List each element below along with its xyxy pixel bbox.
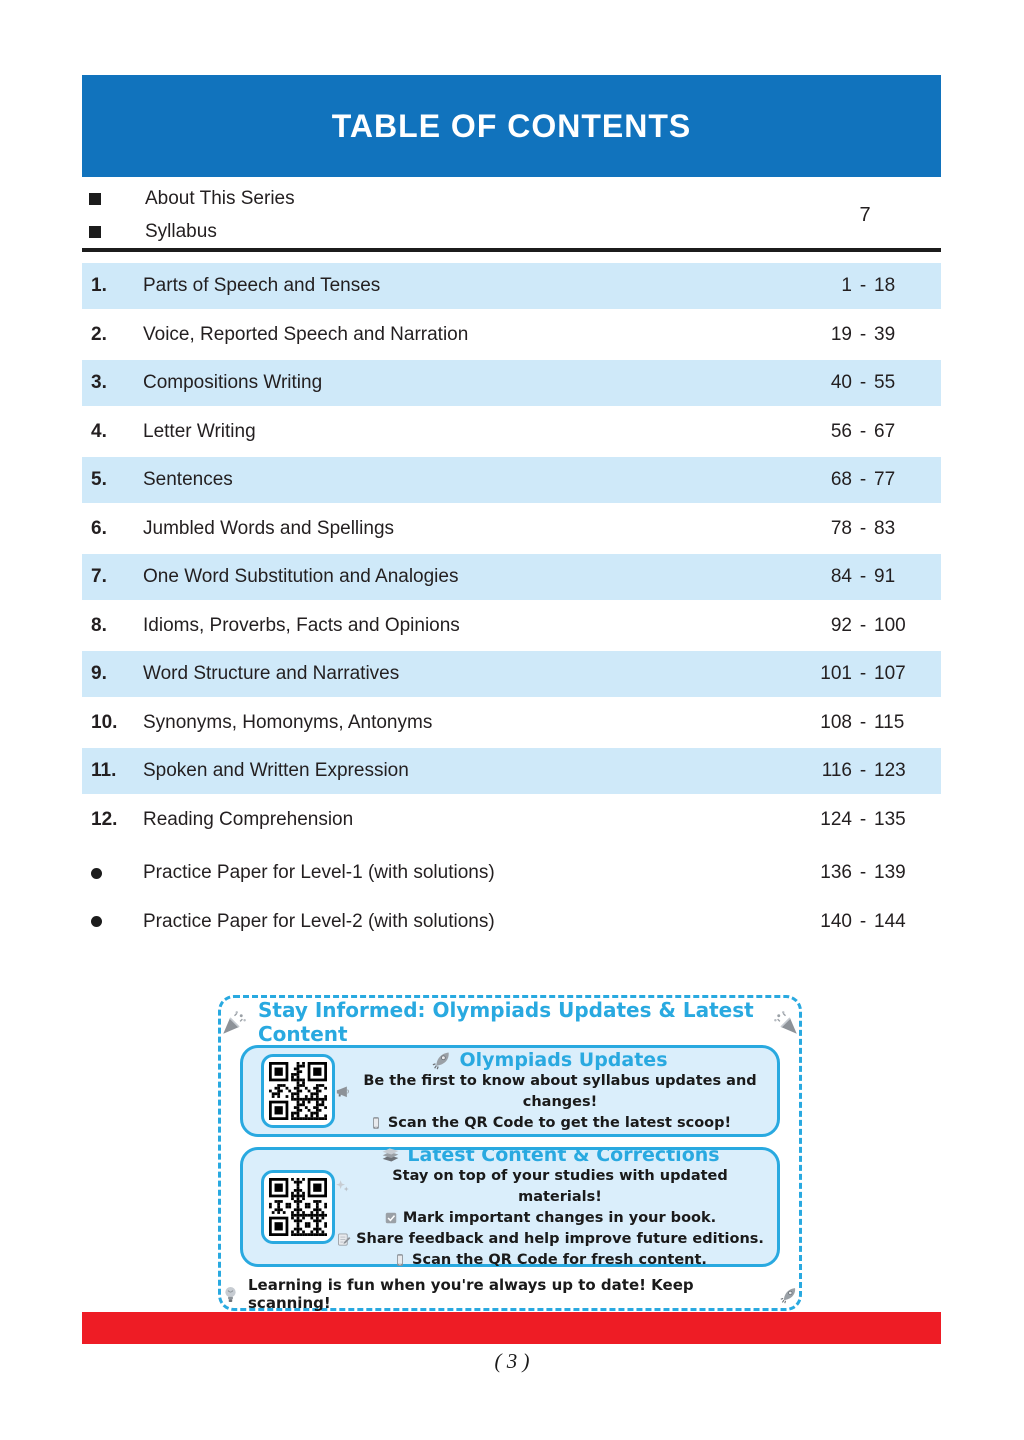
table-row: [82, 457, 941, 503]
card-line: Scan the QR Code to get the latest scoop!: [335, 1113, 765, 1134]
table-row: [82, 360, 941, 406]
table-row: [82, 700, 941, 746]
light-bulb-icon: [221, 1285, 240, 1304]
party-popper-icon: [221, 1009, 248, 1036]
qr-tile: [261, 1170, 335, 1244]
chapter-number: 2.: [91, 323, 107, 345]
practice-paper-row: [82, 850, 941, 896]
divider-rule: [82, 248, 941, 252]
footer-red-bar: [82, 1312, 941, 1344]
table-row: [82, 603, 941, 649]
page-range: 101 - 107: [820, 663, 906, 684]
page-title-bar: [82, 75, 941, 177]
memo-icon: [336, 1232, 351, 1247]
table-row: [82, 312, 941, 358]
phone-icon: [393, 1253, 407, 1267]
page-range: 40 - 55: [830, 372, 896, 393]
card-title: Latest Content & Corrections: [407, 1143, 720, 1166]
square-bullet-icon: [89, 226, 101, 238]
front-matter-page-number: 7: [859, 203, 871, 226]
page-title: TABLE OF CONTENTS: [331, 107, 692, 144]
chapter-number: 10.: [91, 711, 118, 733]
page-range: 116 - 123: [821, 760, 906, 781]
front-item-label: About This Series: [145, 187, 295, 209]
chapter-title: Parts of Speech and Tenses: [143, 275, 381, 296]
table-row: [82, 554, 941, 600]
page-range: 108 - 115: [820, 711, 905, 733]
practice-paper-title: Practice Paper for Level-1 (with solutions): [143, 862, 495, 883]
qr-code: [269, 1178, 327, 1236]
page-range: 124 - 135: [820, 808, 906, 830]
table-row: [82, 651, 941, 697]
card-line: Stay on top of your studies with updated materials!: [335, 1166, 765, 1208]
page-range: 92 - 100: [830, 614, 906, 636]
party-popper-icon: [772, 1009, 799, 1036]
phone-icon: [369, 1116, 383, 1130]
chapter-title: Word Structure and Narratives: [143, 663, 400, 684]
page-range: 84 - 91: [830, 566, 896, 587]
chapter-number: 3.: [91, 372, 107, 393]
chapter-number: 12.: [91, 808, 118, 830]
table-row: [82, 748, 941, 794]
rocket-icon: [780, 1285, 799, 1304]
page-range: 1 - 18: [841, 275, 896, 296]
card-line: Be the first to know about syllabus updates and changes!: [335, 1071, 765, 1113]
practice-paper-row: [82, 899, 941, 945]
page-range: 19 - 39: [830, 323, 896, 345]
table-row: [82, 409, 941, 455]
dot-bullet-icon: [91, 916, 102, 927]
front-item-label: Syllabus: [145, 220, 217, 242]
stay-informed-heading-text: Stay Informed: Olympiads Updates & Latest Content: [258, 998, 754, 1046]
qr-tile: [261, 1054, 335, 1128]
chapter-number: 7.: [91, 566, 107, 587]
chapter-number: 8.: [91, 614, 107, 636]
chapter-number: 1.: [91, 275, 107, 296]
front-item-about: [82, 182, 804, 215]
page-range: 68 - 77: [830, 469, 896, 490]
card-line: Scan the QR Code for fresh content.: [335, 1250, 765, 1271]
chapter-number: 6.: [91, 517, 107, 539]
dot-bullet-icon: [91, 868, 102, 879]
chapter-number: 4.: [91, 420, 107, 442]
books-icon: [380, 1144, 401, 1165]
card-line: Mark important changes in your book.: [335, 1208, 765, 1229]
sparkles-icon: [335, 1179, 350, 1194]
chapter-list: [82, 263, 941, 947]
page-range: 78 - 83: [830, 517, 896, 539]
page-range: 56 - 67: [830, 420, 896, 442]
stay-informed-footer-text: Learning is fun when you're always up to date! Keep scanning!: [248, 1276, 694, 1312]
chapter-title: Sentences: [143, 469, 233, 490]
front-matter: [82, 182, 941, 248]
stay-informed-box: [218, 995, 802, 1311]
qr-code: [269, 1062, 327, 1120]
card-title: Olympiads Updates: [459, 1048, 668, 1071]
chapter-title: Spoken and Written Expression: [143, 760, 409, 781]
chapter-title: Idioms, Proverbs, Facts and Opinions: [143, 614, 460, 636]
chapter-title: Voice, Reported Speech and Narration: [143, 323, 469, 345]
checkbox-icon: [384, 1211, 398, 1225]
chapter-title: Compositions Writing: [143, 372, 323, 393]
chapter-title: Reading Comprehension: [143, 808, 354, 830]
chapter-number: 9.: [91, 663, 107, 684]
card-line: Share feedback and help improve future editions.: [335, 1229, 765, 1250]
rocket-icon: [432, 1049, 453, 1070]
stay-informed-heading: [221, 998, 799, 1046]
latest-content-card: [240, 1143, 780, 1268]
square-bullet-icon: [89, 193, 101, 205]
olympiads-updates-card: [240, 1045, 780, 1137]
page-range: 140 - 144: [820, 910, 906, 932]
chapter-number: 11.: [91, 760, 117, 781]
front-item-syllabus: [82, 215, 804, 248]
megaphone-icon: [335, 1084, 350, 1099]
page-number: ( 3 ): [494, 1349, 530, 1373]
chapter-title: One Word Substitution and Analogies: [143, 566, 459, 587]
practice-paper-title: Practice Paper for Level-2 (with solutions): [143, 910, 495, 932]
stay-informed-footer: [221, 1276, 799, 1312]
chapter-number: 5.: [91, 469, 107, 490]
table-row: [82, 506, 941, 552]
table-row: [82, 263, 941, 309]
table-row: [82, 797, 941, 843]
page-range: 136 - 139: [820, 862, 906, 883]
chapter-title: Synonyms, Homonyms, Antonyms: [143, 711, 433, 733]
chapter-title: Letter Writing: [143, 420, 256, 442]
chapter-title: Jumbled Words and Spellings: [143, 517, 395, 539]
